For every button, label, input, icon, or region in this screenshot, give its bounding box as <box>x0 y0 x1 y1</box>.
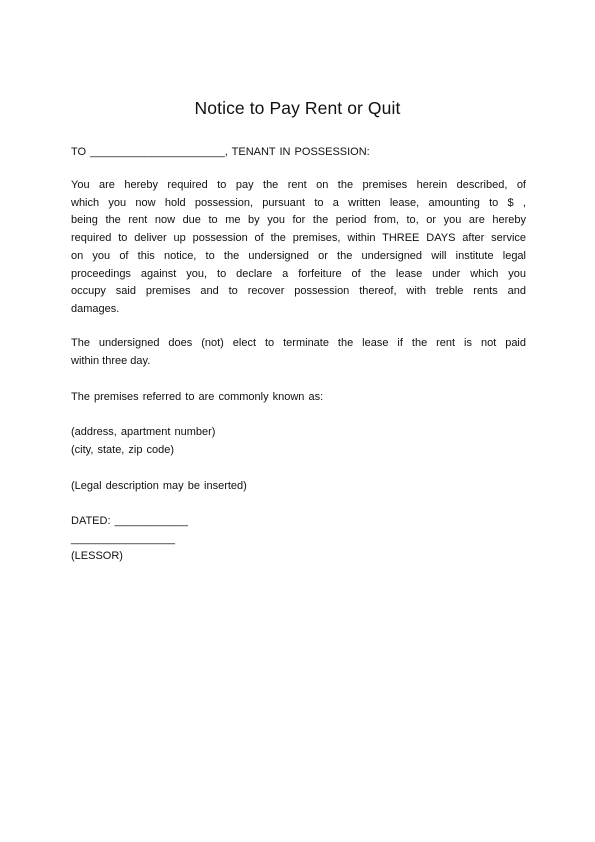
paragraph-line: within three day. <box>71 354 151 367</box>
premises-line: The premises referred to are commonly known as: <box>71 391 324 403</box>
paragraph-line: on you of this notice, to the undersigned or the undersigned will institute legal <box>71 249 526 262</box>
dated-line: DATED: ____________ <box>71 515 188 527</box>
paragraph-line: The undersigned does (not) elect to terminate the lease if the rent is not paid <box>71 337 526 349</box>
paragraph-line: required to deliver up possession of the premises, within THREE DAYS after service <box>71 232 526 245</box>
paragraph-line: damages. <box>71 302 120 315</box>
paragraph-line: being the rent now due to me by you for the period from, to, or you are hereby <box>71 214 526 227</box>
payment-demand-paragraph <box>71 177 526 319</box>
paragraph-line: which you now hold possession, pursuant to a written lease, amounting to $ , <box>71 196 526 209</box>
paragraph-line: You are hereby required to pay the rent on the premises herein described, of <box>71 179 526 191</box>
paragraph-line: proceedings against you, to declare a forfeiture of the lease under which you <box>71 267 526 280</box>
address-line: (address, apartment number) <box>71 426 216 438</box>
signature-line: _________________ <box>71 533 176 545</box>
lessor-label: (LESSOR) <box>71 550 123 562</box>
termination-paragraph <box>71 335 526 370</box>
to-tenant-line: TO ______________________, TENANT IN POSSESSION: <box>71 146 370 158</box>
city-line: (city, state, zip code) <box>71 444 175 456</box>
document-title: Notice to Pay Rent or Quit <box>194 98 401 118</box>
legal-description-line: (Legal description may be inserted) <box>71 480 247 492</box>
paragraph-line: occupy said premises and to recover possession thereof, with treble rents and <box>71 285 526 298</box>
